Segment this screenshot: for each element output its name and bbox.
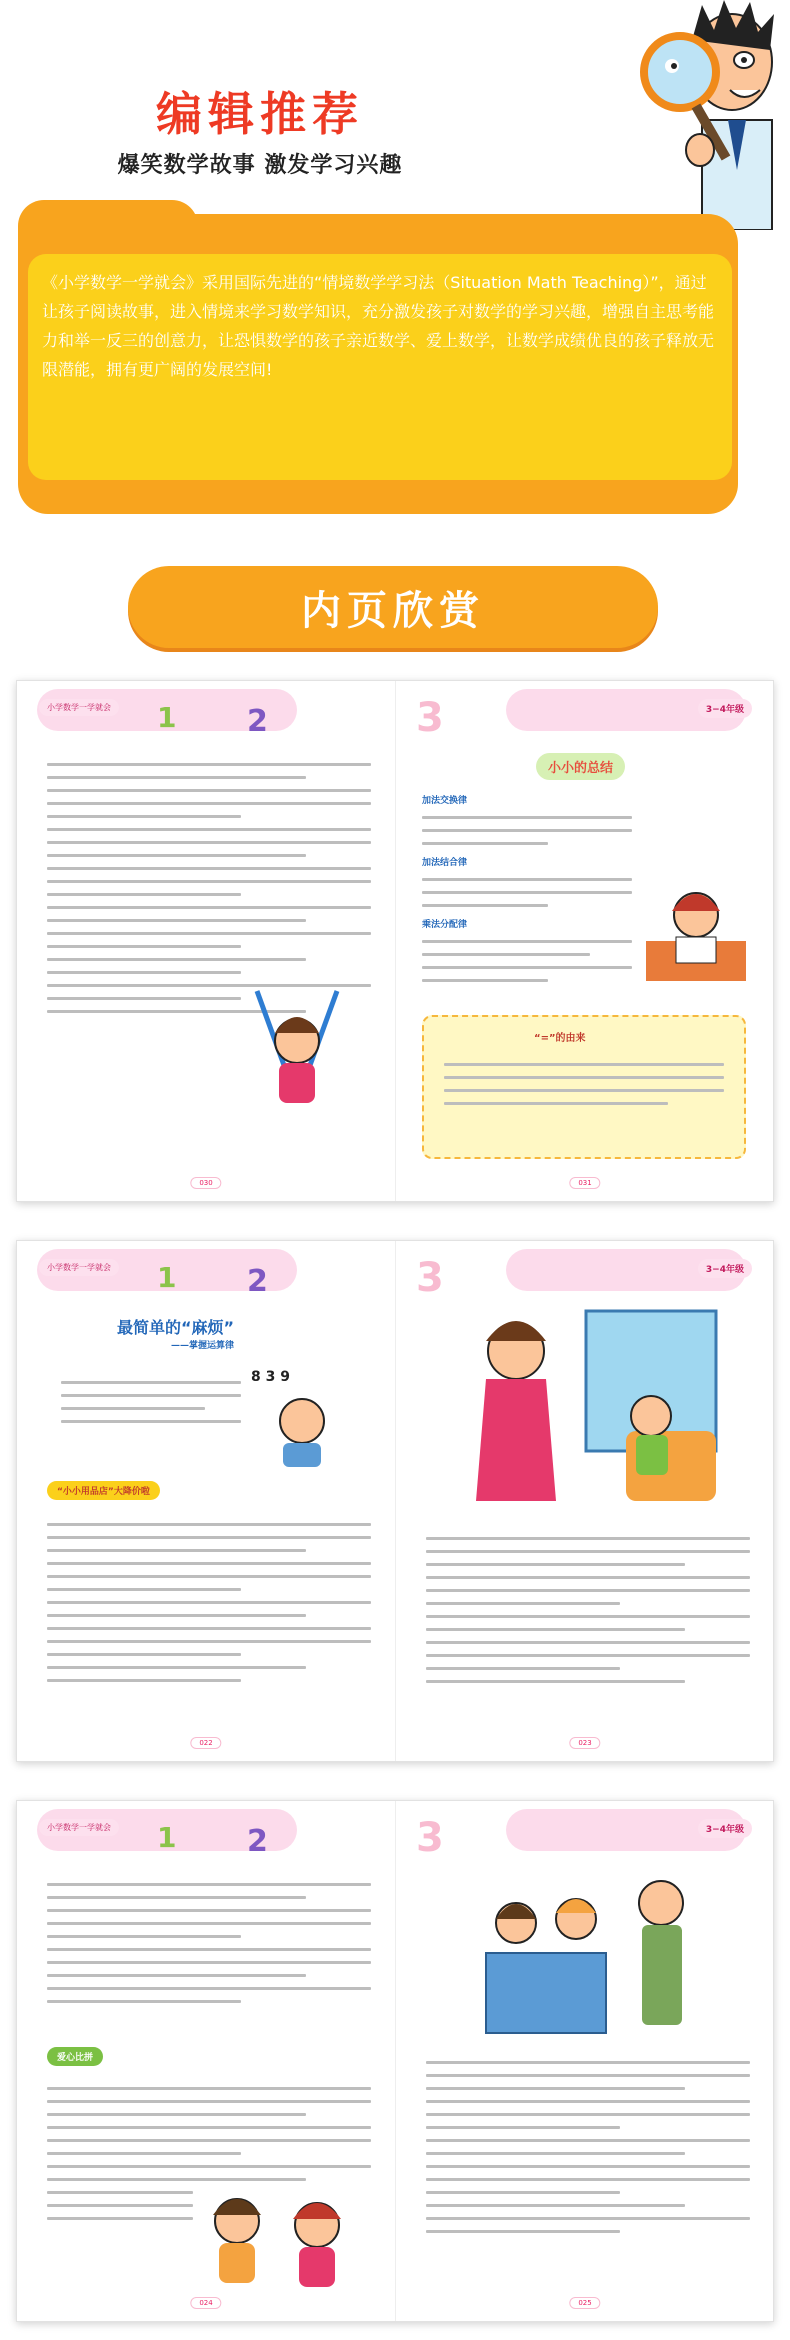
story-text: [47, 1873, 371, 2013]
spread-2-right-page: [395, 1241, 774, 1761]
story-text: [47, 1513, 371, 1692]
section-tag: “小小用品店”大降价啦: [47, 1481, 160, 1500]
book-spread-2: [16, 1240, 774, 1762]
page-number: 023: [569, 1737, 600, 1749]
svg-text:8 3 9: 8 3 9: [251, 1369, 290, 1385]
boy-with-numbers-illustration: [247, 1359, 357, 1469]
intro-poem: [61, 1371, 241, 1433]
book-spread-1: [16, 680, 774, 1202]
svg-text:2: 2: [247, 1264, 268, 1297]
spread-3-right-page: [395, 1801, 774, 2321]
svg-text:3: 3: [416, 1815, 444, 1857]
spread-1-right-page: [395, 681, 774, 1201]
spread-3-left-page: [17, 1801, 395, 2321]
shop-counter-illustration: [456, 1863, 716, 2043]
svg-text:3: 3: [416, 1255, 444, 1297]
svg-text:2: 2: [247, 704, 268, 737]
digits-decoration: [157, 1257, 277, 1297]
page-subtitle: 爆笑数学故事 激发学习兴趣: [117, 153, 403, 178]
did-you-know-box: [422, 1015, 746, 1159]
intro-text: 《小学数学一学就会》采用国际先进的“情境数学学习法（Situation Math Teaching）”，通过让孩子阅读故事，进入情境来学习数学知识，充分激发孩子对数学的学习兴趣，增强自主思考能力和举一反三的创意力，让恐惧数学的孩子亲近数学、爱上数学，让数学成绩优良的孩子释放无限潜能，拥有更广阔的发展空间!: [42, 273, 715, 379]
note-text: [444, 1053, 724, 1115]
section-title: 内页欣赏: [301, 587, 485, 634]
magnifier-boy-illustration: [632, 0, 782, 230]
digit-3-decoration: [416, 695, 536, 737]
summary-title: 小小的总结: [536, 753, 625, 780]
svg-text:1: 1: [157, 701, 177, 734]
page-number: 024: [190, 2297, 221, 2309]
book-label: 小学数学一学就会: [39, 699, 119, 716]
book-spread-3: [16, 1800, 774, 2322]
summary-points: [422, 793, 632, 992]
svg-text:1: 1: [157, 1821, 177, 1854]
section-title-banner: [128, 566, 658, 648]
grade-label: 3−4年级: [698, 699, 752, 718]
digits-decoration: [157, 697, 277, 737]
section-tag: 爱心比拼: [47, 2047, 103, 2066]
grade-label: 3−4年级: [698, 1819, 752, 1838]
story-title: 最简单的“麻烦” ——掌握运算律: [117, 1318, 235, 1351]
two-girls-illustration: [197, 2181, 367, 2291]
reading-girl-illustration: [636, 871, 756, 991]
spread-1-left-page: [17, 681, 395, 1201]
story-text: [426, 1527, 750, 1693]
digits-decoration: [157, 1817, 277, 1857]
page-number: 031: [569, 1177, 600, 1189]
page-title: 编辑推荐: [156, 87, 364, 141]
book-label: 小学数学一学就会: [39, 1819, 119, 1836]
digit-3-decoration: [416, 1255, 536, 1297]
story-text: [426, 2051, 750, 2243]
mother-and-child-illustration: [436, 1301, 736, 1511]
point-title: 加法交换律: [422, 796, 468, 806]
page-number: 030: [190, 1177, 221, 1189]
note-title: “=”的由来: [534, 1033, 586, 1044]
page-number: 022: [190, 1737, 221, 1749]
point-title: 加法结合律: [422, 858, 468, 868]
svg-text:2: 2: [247, 1824, 268, 1857]
point-title: 乘法分配律: [422, 920, 468, 930]
svg-text:3: 3: [416, 695, 444, 737]
digit-3-decoration: [416, 1815, 536, 1857]
page-number: 025: [569, 2297, 600, 2309]
book-label: 小学数学一学就会: [39, 1259, 119, 1276]
spread-2-left-page: [17, 1241, 395, 1761]
girl-with-compass-illustration: [237, 981, 357, 1121]
grade-label: 3−4年级: [698, 1259, 752, 1278]
svg-text:1: 1: [157, 1261, 177, 1294]
